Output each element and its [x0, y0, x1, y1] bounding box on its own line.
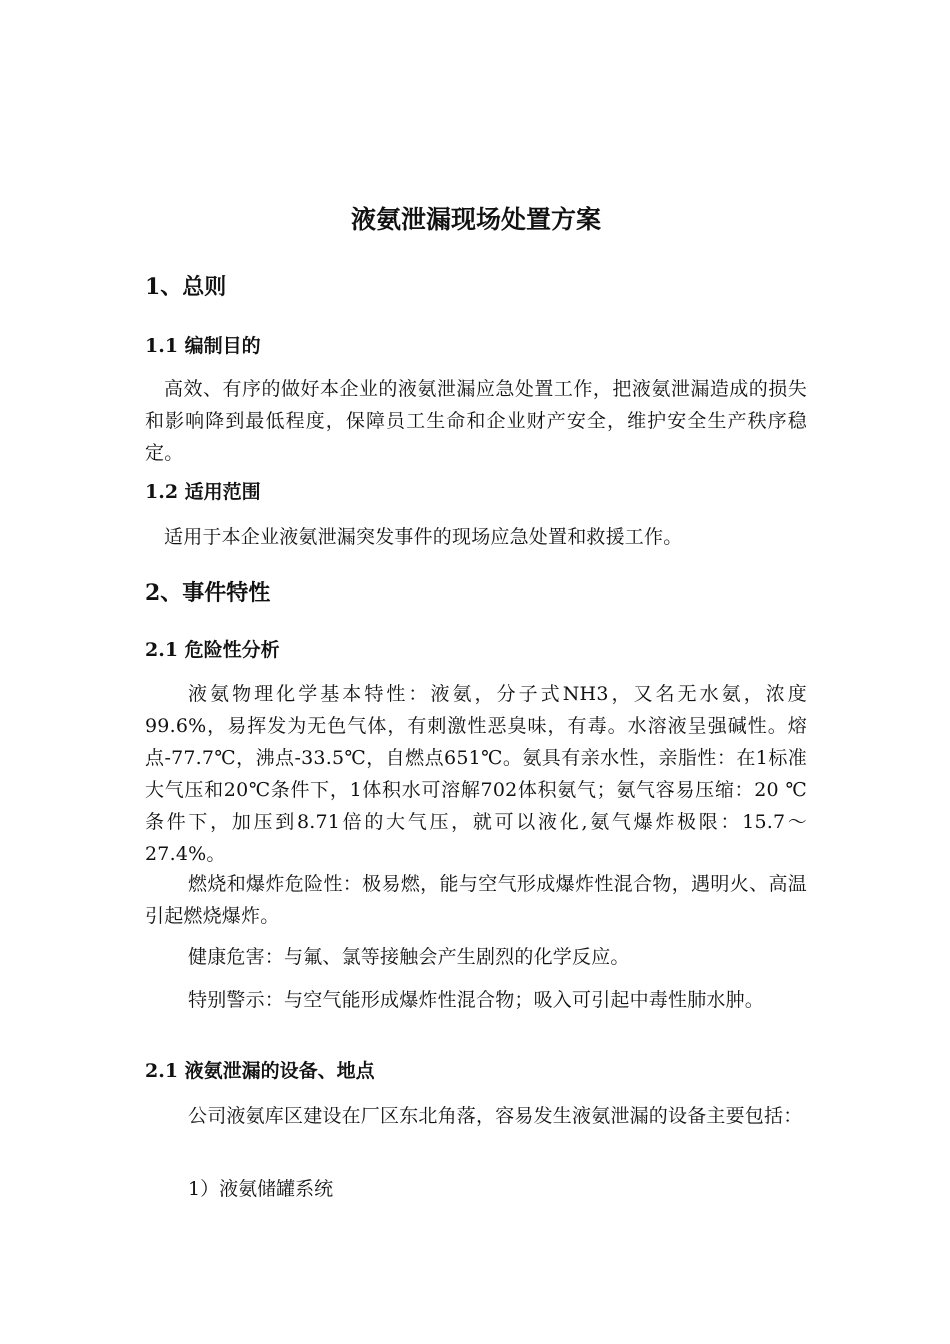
subsection-heading-leak-equipment: 2.1 液氨泄漏的设备、地点 [145, 1060, 375, 1082]
paragraph-leak-equipment: 公司液氨库区建设在厂区东北角落，容易发生液氨泄漏的设备主要包括： [188, 1105, 803, 1127]
paragraph-fire-explosion-hazard: 燃烧和爆炸危险性：极易燃，能与空气形成爆炸性混合物，遇明火、高温引起燃烧爆炸。 [145, 873, 807, 927]
paragraph-scope: 适用于本企业液氨泄漏突发事件的现场应急处置和救援工作。 [164, 526, 683, 548]
subsection-heading-hazard-analysis: 2.1 危险性分析 [145, 639, 280, 661]
paragraph-purpose: 高效、有序的做好本企业的液氨泄漏应急处置工作，把液氨泄漏造成的损失和影响降到最低程度，保障员工生命和企业财产安全，维护安全生产秩序稳定。 [145, 378, 807, 464]
paragraph-physical-properties: 液氨物理化学基本特性：液氨，分子式NH3，又名无水氨，浓度99.6%，易挥发为无色气体，有刺激性恶臭味，有毒。水溶液呈强碱性。熔点-77.7℃，沸点-33.5℃，自燃点651℃。氨具有亲水性，亲脂性：在1标准大气压和20℃条件下，1体积水可溶解702体积氨气；氨气容易压缩：20 ℃条件下，加压到8.71倍的大气压，就可以液化,氨气爆炸极限：15.7～27.4%。 [145, 683, 807, 865]
section-heading-characteristics: 2、事件特性 [145, 580, 271, 606]
list-item-storage-tank-system: 1）液氨储罐系统 [188, 1178, 334, 1200]
paragraph-health-hazard: 健康危害：与氟、氯等接触会产生剧烈的化学反应。 [188, 946, 630, 968]
subsection-heading-purpose: 1.1 编制目的 [145, 335, 261, 357]
paragraph-special-warning: 特别警示：与空气能形成爆炸性混合物；吸入可引起中毒性肺水肿。 [188, 989, 765, 1011]
section-heading-general: 1、总则 [145, 274, 227, 300]
document-title: 液氨泄漏现场处置方案 [350, 205, 601, 234]
subsection-heading-scope: 1.2 适用范围 [145, 481, 261, 503]
